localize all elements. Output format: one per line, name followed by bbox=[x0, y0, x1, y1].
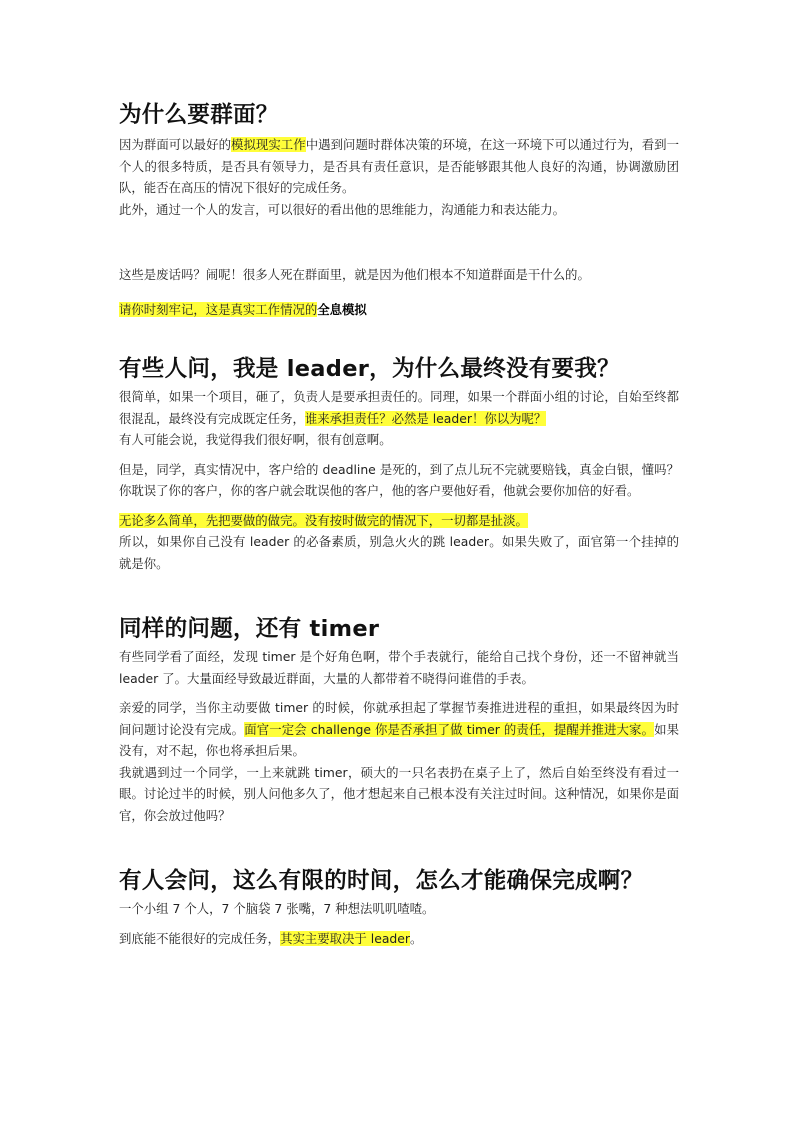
paragraph: 这些是废话吗？闹呢！很多人死在群面里，就是因为他们根本不知道群面是干什么的。 bbox=[119, 267, 590, 282]
paragraph: 我就遇到过一个同学，一上来就跳 timer，硕大的一只名表扔在桌子上了，然后自始至终没有看过一眼。讨论过半的时候，别人问他多久了，他才想起来自己根本没有关注过时间。这种情况，如果你是面官，你会放过他吗？ bbox=[119, 764, 679, 823]
highlighted-text: 请你时刻牢记，这是真实工作情况的 bbox=[119, 301, 318, 317]
highlighted-text: 模拟现实工作 bbox=[231, 137, 306, 152]
document-content bbox=[119, 100, 679, 949]
paragraph: 此外，通过一个人的发言，可以很好的看出他的思维能力，沟通能力和表达能力。 bbox=[119, 201, 566, 217]
text-run: 如果没有，对不起，你也将承担后果。 bbox=[119, 721, 680, 758]
text-run: 亲爱的同学，当你主动要做 timer 的时候，你就承担起了掌握节奏推进进程的重担，如果最终因为时间问题讨论没有完成。 bbox=[119, 700, 679, 737]
paragraph bbox=[119, 299, 679, 321]
paragraph: 有些同学看了面经，发现 timer 是个好角色啊，带个手表就行，能给自己找个身份，还一不留神就当 leader 了。大量面经导致最近群面，大量的人都带着不晓得问谁借的手表。 bbox=[119, 649, 679, 686]
paragraph bbox=[119, 697, 679, 762]
text-run: 中遇到问题时群体决策的环境，在这一环境下可以通过行为，看到一个人的很多特质，是否具有领导力，是否具有责任意识，是否能够跟其他人良好的沟通，协调激励团队，能否在高压的情况下很好的完成任务。 bbox=[119, 137, 680, 195]
text-run: 但是，同学，真实情况中，客户给的 bbox=[119, 461, 323, 477]
highlighted-text: 无论多么简单，先把要做的做完。没有按时做完的情况下，一切都是扯淡。 bbox=[119, 512, 528, 528]
section-heading: 为什么要群面？ bbox=[119, 102, 279, 128]
text-run: 有人可能会说，我觉得我们很好啊，很有创意啊。 bbox=[119, 432, 392, 447]
paragraph bbox=[119, 386, 679, 451]
highlighted-text: 面官一定会 challenge 你是否承担了做 timer 的责任，提醒并推进大家。 bbox=[244, 721, 655, 737]
text-run: 是死的，到了点儿玩不完就要赔钱，真金白银，懂吗？你耽误了你的客户，你的客户就会耽误他的客户，他的客户要他好看，他就会要你加倍的好看。 bbox=[119, 461, 679, 498]
paragraph: 一个小组 7 个人，7 个脑袋 7 张嘴，7 种想法叽叽喳喳。 bbox=[119, 901, 435, 916]
highlighted-text: 谁来承担责任？必然是 leader！你以为呢？ bbox=[304, 410, 547, 426]
section-heading: 有些人问，我是 leader，为什么最终没有要我？ bbox=[119, 356, 620, 382]
text-run: 到底能不能很好的完成任务， bbox=[119, 930, 281, 946]
bold-text: 全息模拟 bbox=[317, 301, 367, 317]
text-run: 所以，如果你自己没有 leader 的必备素质，别急火火的跳 leader。如果失败了，面官第一个挂掉的就是你。 bbox=[119, 534, 679, 571]
paragraph bbox=[119, 928, 679, 950]
highlighted-text: 其实主要取决于 leader bbox=[280, 930, 410, 946]
paragraph bbox=[119, 510, 679, 575]
section-heading: 同样的问题，还有 timer bbox=[119, 616, 380, 642]
text-run: 很简单，如果一个项目，砸了，负责人是要承担责任的。同理，如果一个群面小组的讨论，自始至终都很混乱，最终没有完成既定任务， bbox=[119, 389, 679, 426]
paragraph bbox=[119, 459, 679, 502]
text-run: 因为群面可以最好的 bbox=[119, 137, 232, 152]
paragraph bbox=[119, 134, 679, 199]
text-run: 。 bbox=[410, 930, 423, 946]
text-run: deadline bbox=[322, 461, 376, 477]
section-heading: 有人会问，这么有限的时间，怎么才能确保完成啊？ bbox=[119, 868, 644, 894]
